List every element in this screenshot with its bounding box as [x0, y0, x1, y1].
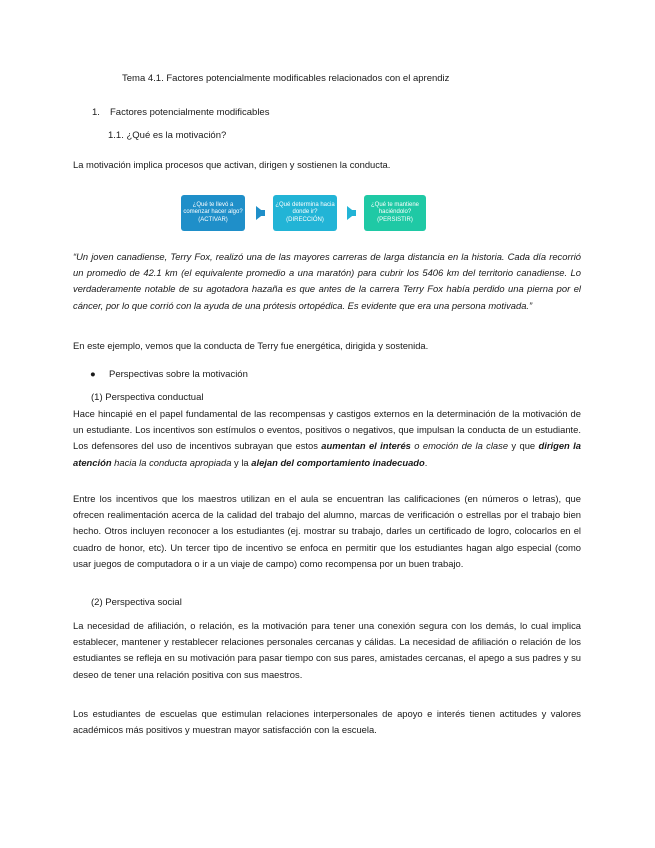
- diagram-box-direccion: ¿Qué determina hacia donde ir? (DIRECCIÓN): [273, 195, 337, 231]
- arrow-right-icon: [256, 206, 265, 220]
- text-run-bold: dirigen la atención: [73, 440, 581, 468]
- section-number: 1.: [92, 107, 100, 118]
- page-title: Tema 4.1. Factores potencialmente modificables relacionados con el aprendiz: [122, 73, 450, 84]
- diagram-box-persistir: ¿Qué te mantiene haciéndolo? (PERSISTIR): [364, 195, 426, 231]
- section-heading-1: [92, 107, 269, 118]
- text-run-italic: o emoción de la clase: [410, 440, 509, 452]
- bullet-label: Perspectivas sobre la motivación: [109, 369, 248, 380]
- diagram-box-activar: ¿Qué te llevó a comenzar hacer algo? (ACTIVAR): [181, 195, 245, 231]
- text-run-bold: aumentan el interés: [321, 440, 411, 452]
- text-run-bold: alejan del comportamiento inadecuado: [251, 456, 425, 468]
- perspective-conductual-heading: (1) Perspectiva conductual: [91, 392, 204, 403]
- text-run: y la: [231, 456, 252, 468]
- text-run-italic: hacia la conducta apropiada: [111, 456, 232, 468]
- arrow-right-icon: [347, 206, 356, 220]
- perspective-social-paragraph-1: La necesidad de afiliación, o relación, es la motivación para tener una conexión segura con los demás, lo cual implica establecer, mantener y restablecer relaciones personales cercanas y cálidas. La necesidad de afiliación o relación de los estudiantes se refleja en su motivación para pasar tiempo con sus pares, amistades cercanas, el apego a sus padres y su deseo de tener una relación positiva con sus maestros.: [73, 620, 581, 680]
- motivation-diagram: [181, 195, 426, 233]
- example-paragraph: En este ejemplo, vemos que la conducta de Terry fue energética, dirigida y sostenida.: [73, 340, 429, 351]
- text-run: .: [424, 456, 428, 468]
- bullet-item: [90, 369, 248, 380]
- subsection-heading: 1.1. ¿Qué es la motivación?: [108, 130, 227, 141]
- text-run: Hace hincapié en el papel fundamental de las recompensas y castigos externos en la determinación de la motivación de un estudiante. Los incentivos son estímulos o eventos, positivos o negativos, que impulsan la conducta de un estudiante. Los defensores del uso de incentivos subrayan que estos: [73, 408, 581, 452]
- perspective-social-heading: (2) Perspectiva social: [91, 597, 182, 608]
- perspective-conductual-paragraph-1: [73, 406, 581, 471]
- bullet-dot-icon: ●: [90, 369, 96, 380]
- text-run: y que: [508, 440, 539, 452]
- perspective-conductual-paragraph-2: Entre los incentivos que los maestros utilizan en el aula se encuentran las calificaciones (en números o letras), que ofrecen realimentación acerca de la calidad del trabajo del alumno, marcas de verificación o estrellas por el trabajo bien hecho. Otros incluyen reconocer a los estudiantes (ej. mostrar su trabajo, darles un certificado de logro, colocarlos en el cuadro de honor, etc). Un tercer tipo de incentivo se enfoca en permitir que los estudiantes hagan algo especial (como usar juegos de computadora o ir a un viaje de campo) como recompensa por un buen trabajo.: [73, 493, 581, 569]
- section-label: Factores potencialmente modificables: [110, 107, 270, 118]
- intro-paragraph: La motivación implica procesos que activan, dirigen y sostienen la conducta.: [73, 159, 391, 170]
- perspective-social-paragraph-2: Los estudiantes de escuelas que estimulan relaciones interpersonales de apoyo e interés tienen actitudes y valores académicos más positivos y muestran mayor satisfacción con la escuela.: [73, 708, 581, 736]
- terry-fox-quote: “Un joven canadiense, Terry Fox, realizó una de las mayores carreras de larga distancia en la historia. Cada día recorrió un promedio de 42.1 km (el equivalente promedio a una maratón) para cubrir los 5406 km del territorio canadiense. Lo verdaderamente notable de su agotadora hazaña es que antes de la carrera Terry Fox había perdido una pierna por el cáncer, por lo que corrió con la ayuda de una prótesis ortopédica. Es evidente que era una persona motivada.”: [73, 251, 581, 311]
